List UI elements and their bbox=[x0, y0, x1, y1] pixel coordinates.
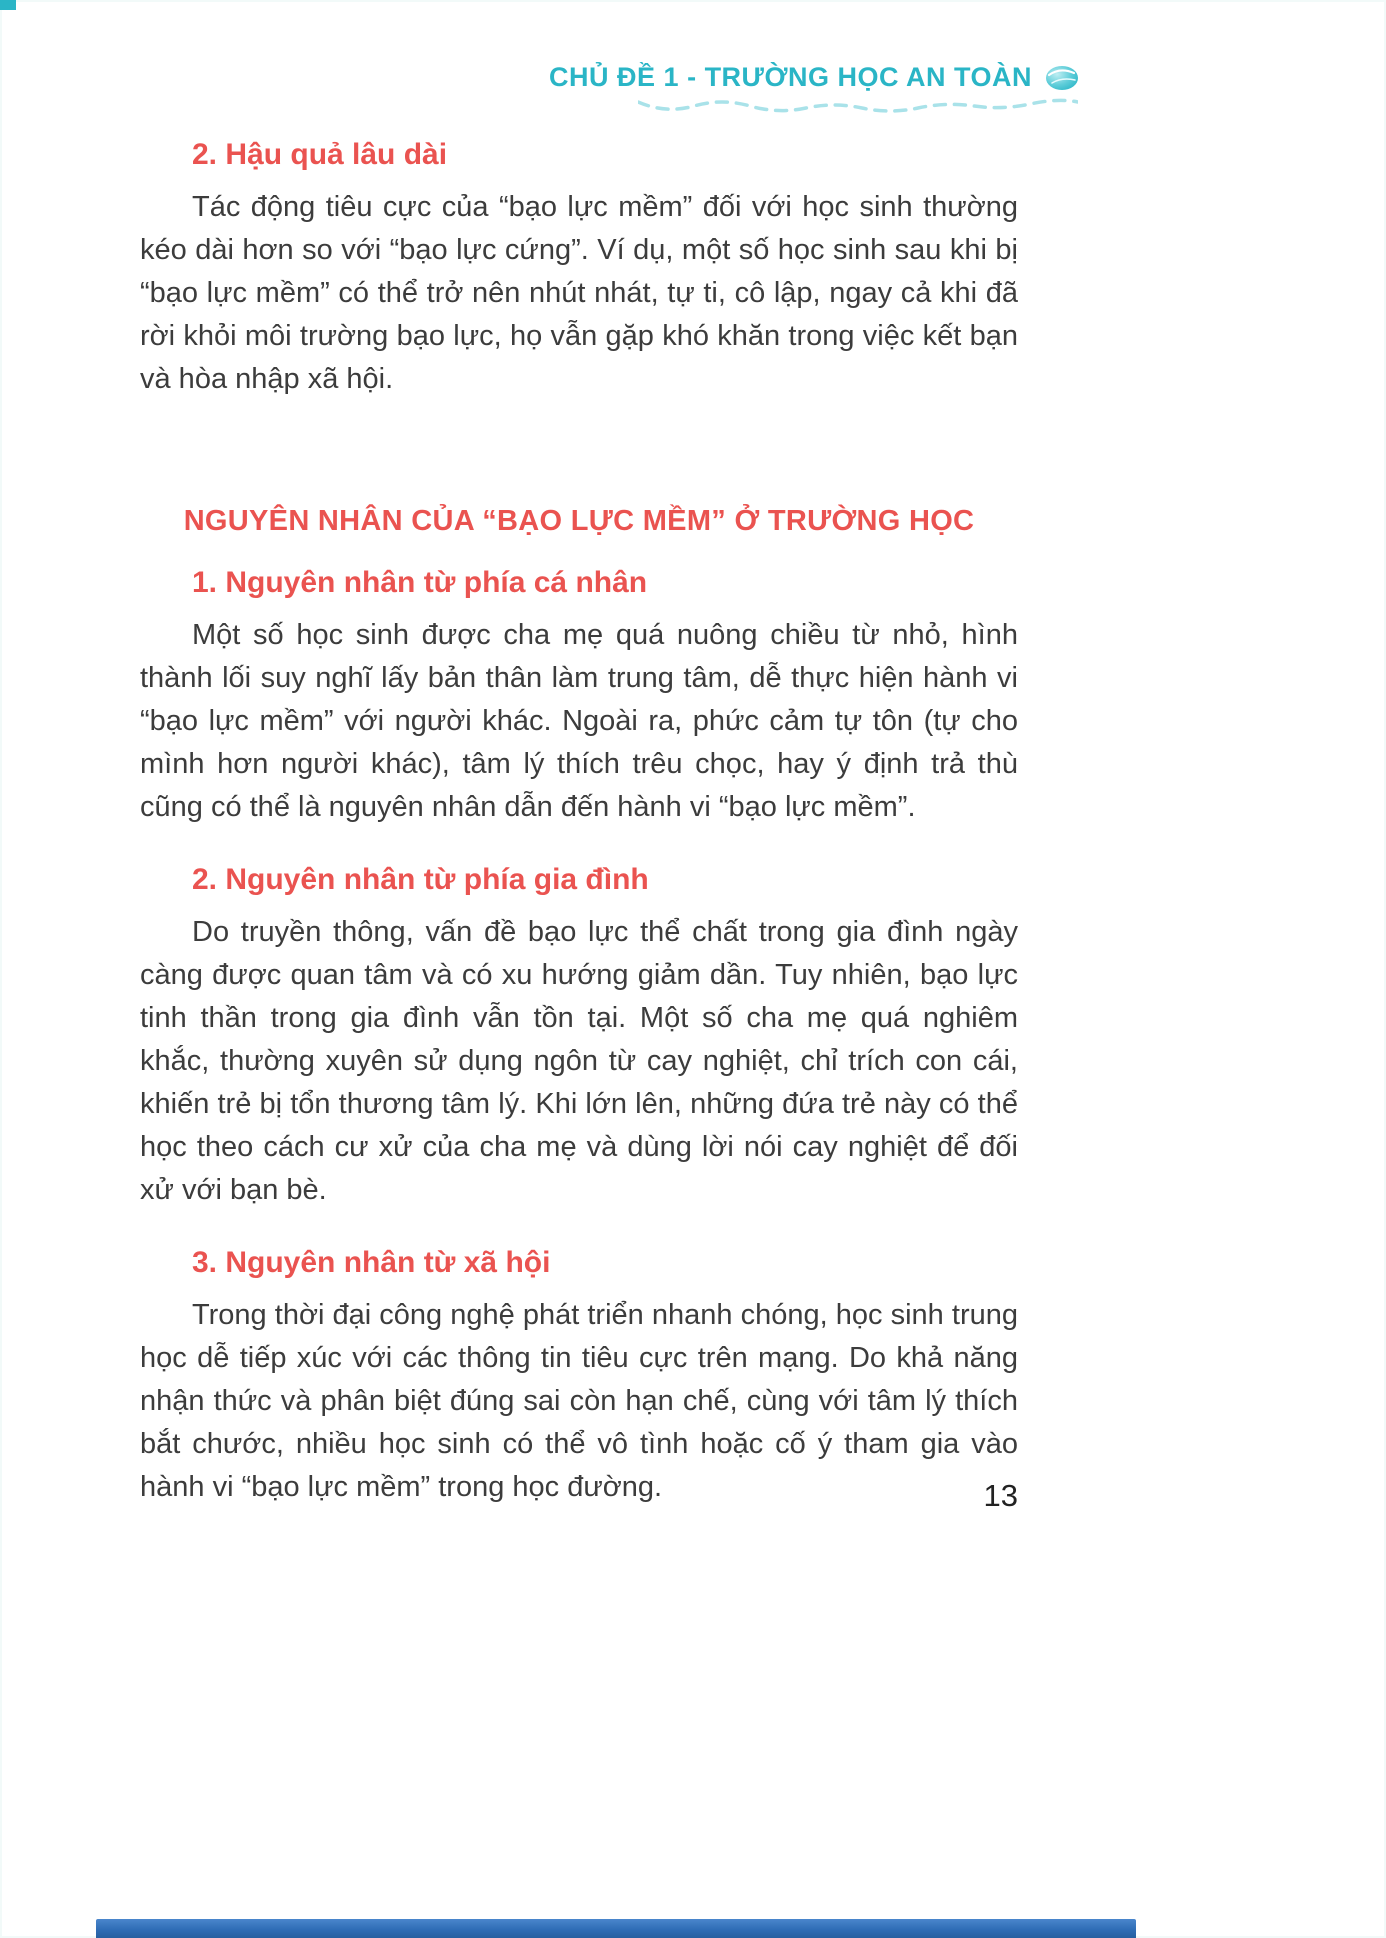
globe-icon bbox=[1044, 64, 1080, 92]
footer-color-bar bbox=[96, 1919, 1136, 1938]
section-heading-consequence: 2. Hậu quả lâu dài bbox=[192, 138, 448, 171]
paragraph-cause-personal: Một số học sinh được cha mẹ quá nuông chiều từ nhỏ, hình thành lối suy nghĩ lấy bản thân làm trung tâm, dễ thực hiện hành vi “bạo lực mềm” với người khác. Ngoài ra, phức cảm tự tôn (tự cho mình hơn người khác), tâm lý thích trêu chọc, hay ý định trả thù cũng có thể là nguyên nhân dẫn đến hành vi “bạo lực mềm”. bbox=[140, 619, 1018, 823]
section-heading-cause-society: 3. Nguyên nhân từ xã hội bbox=[192, 1246, 551, 1279]
paragraph-cause-society: Trong thời đại công nghệ phát triển nhanh chóng, học sinh trung học dễ tiếp xúc với các thông tin tiêu cực trên mạng. Do khả năng nhận thức và phân biệt đúng sai còn hạn chế, cùng với tâm lý thích bắt chước, nhiều học sinh có thể vô tình hoặc cố ý tham gia vào hành vi “bạo lực mềm” trong học đường. bbox=[140, 1299, 1018, 1503]
text-column bbox=[140, 138, 1018, 1537]
section-heading-cause-family: 2. Nguyên nhân từ phía gia đình bbox=[192, 863, 649, 896]
page-number: 13 bbox=[983, 1478, 1018, 1513]
chapter-title: CHỦ ĐỀ 1 - TRƯỜNG HỌC AN TOÀN bbox=[549, 62, 1032, 92]
header-wavy-divider bbox=[638, 96, 1078, 118]
section-spacer bbox=[140, 429, 1018, 463]
paragraph-cause-family: Do truyền thông, vấn đề bạo lực thể chất trong gia đình ngày càng được quan tâm và có xu hướng giảm dần. Tuy nhiên, bạo lực tinh thần trong gia đình vẫn tồn tại. Một số cha mẹ quá nghiêm khắc, thường xuyên sử dụng ngôn từ cay nghiệt, chỉ trích con cái, khiến trẻ bị tổn thương tâm lý. Khi lớn lên, những đứa trẻ này có thể học theo cách cư xử của cha mẹ và dùng lời nói cay nghiệt để đối xử với bạn bè. bbox=[140, 916, 1018, 1206]
paragraph-consequence: Tác động tiêu cực của “bạo lực mềm” đối với học sinh thường kéo dài hơn so với “bạo lực cứng”. Ví dụ, một số học sinh sau khi bị “bạo lực mềm” có thể trở nên nhút nhát, tự ti, cô lập, ngay cả khi đã rời khỏi môi trường bạo lực, họ vẫn gặp khó khăn trong việc kết bạn và hòa nhập xã hội. bbox=[140, 191, 1018, 395]
page-corner-mark bbox=[0, 0, 16, 10]
main-section-heading: NGUYÊN NHÂN CỦA “BẠO LỰC MỀM” Ở TRƯỜNG HỌC bbox=[183, 505, 975, 537]
running-header bbox=[549, 62, 1080, 93]
section-heading-cause-personal: 1. Nguyên nhân từ phía cá nhân bbox=[192, 566, 648, 599]
